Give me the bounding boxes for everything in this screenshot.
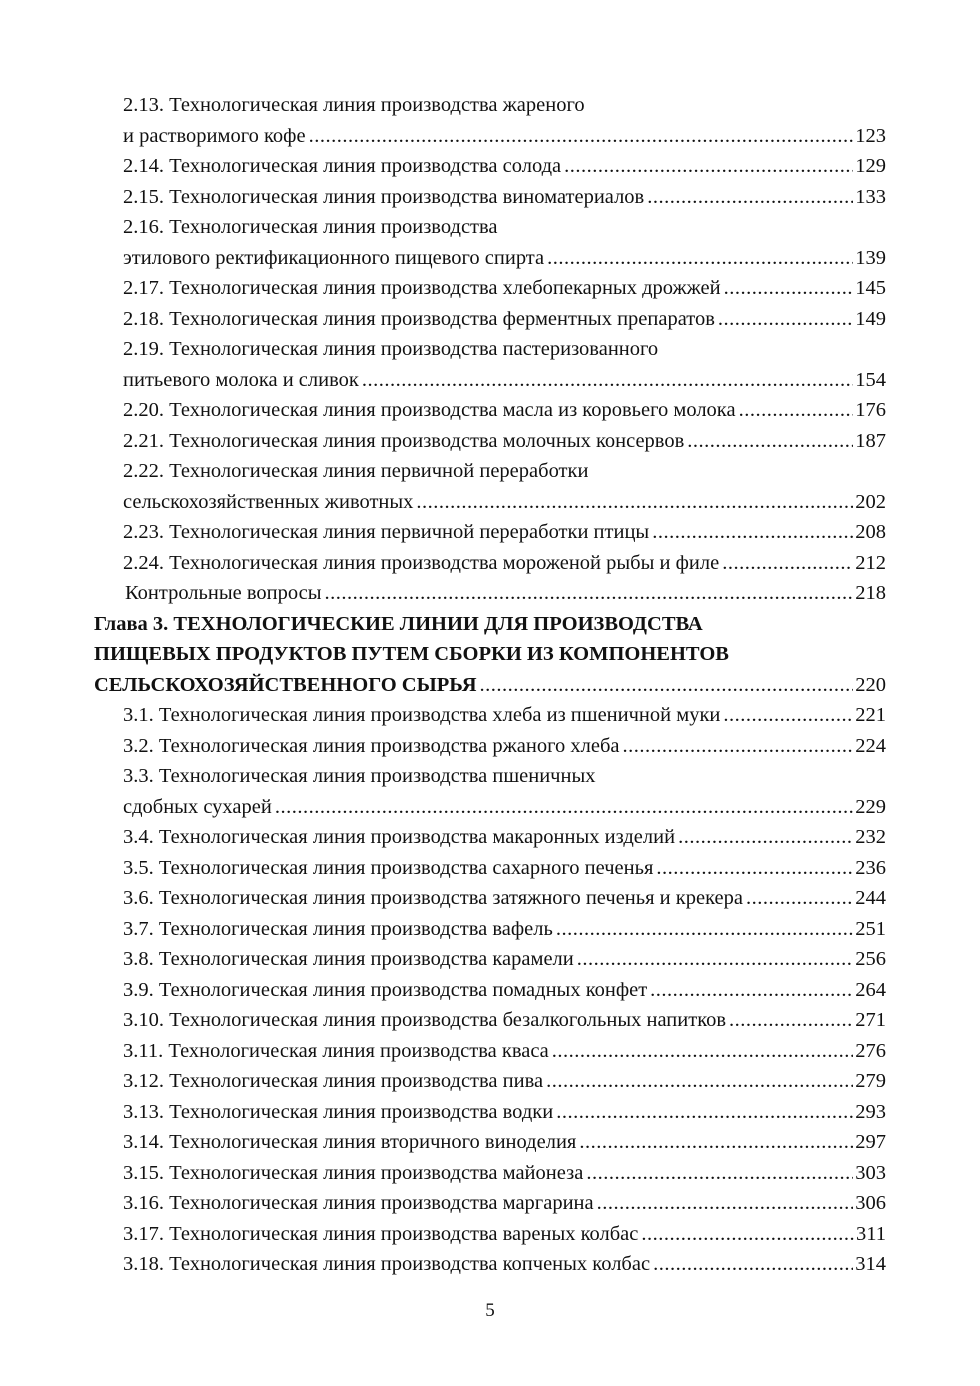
- dot-leader: [546, 1066, 853, 1097]
- toc-entry-title: Глава 3. ТЕХНОЛОГИЧЕСКИЕ ЛИНИИ ДЛЯ ПРОИЗВОДСТВА: [94, 612, 703, 635]
- page-number: 5: [485, 1300, 495, 1321]
- toc-entry-page: 236: [855, 856, 886, 879]
- toc-entry-page: 208: [855, 521, 886, 543]
- toc-entry: [94, 1005, 886, 1036]
- dot-leader: [647, 182, 853, 213]
- toc-entry: [94, 182, 886, 213]
- toc-entry: [94, 243, 886, 274]
- toc-entry-page: 251: [855, 917, 886, 940]
- toc-entry: [94, 1097, 886, 1128]
- dot-leader: [416, 487, 853, 518]
- toc-entry: [94, 212, 886, 243]
- toc-entry: [94, 395, 886, 426]
- toc-entry-title: 3.3. Технологическая линия производства пшеничных: [123, 765, 596, 787]
- toc-entry-title: 3.6. Технологическая линия производства затяжного печенья и крекера: [123, 887, 743, 909]
- toc-entry-page: 176: [855, 399, 886, 421]
- toc-entry-title: 3.14. Технологическая линия вторичного виноделия: [123, 1131, 577, 1153]
- toc-entry-page: 256: [855, 948, 886, 970]
- toc-entry-title: и растворимого кофе: [123, 124, 306, 147]
- dot-leader: [556, 1097, 853, 1128]
- dot-leader: [656, 853, 853, 884]
- toc-entry-title: сдобных сухарей: [123, 795, 272, 818]
- toc-entry-title: 2.14. Технологическая линия производства солода: [123, 155, 562, 177]
- toc-entry-title: 3.2. Технологическая линия производства ржаного хлеба: [123, 734, 620, 757]
- dot-leader: [722, 548, 853, 579]
- toc-entry-page: 293: [855, 1100, 886, 1123]
- toc-entry: [94, 914, 886, 945]
- toc-entry-page: 314: [855, 1253, 886, 1275]
- toc-entry-page: 297: [855, 1131, 886, 1153]
- toc-entry-title: 2.22. Технологическая линия первичной переработки: [123, 460, 589, 482]
- toc-entry-page: 303: [855, 1161, 886, 1184]
- toc-entry-title: 3.5. Технологическая линия производства сахарного печенья: [123, 856, 654, 879]
- toc-entry-title: 2.13. Технологическая линия производства жареного: [123, 94, 585, 116]
- dot-leader: [480, 670, 854, 701]
- toc-entry-page: 145: [855, 277, 886, 299]
- toc-entry: [94, 90, 886, 121]
- toc-entry-title: 3.18. Технологическая линия производства копченых колбас: [123, 1253, 651, 1275]
- chapter-heading-line: [94, 670, 886, 701]
- dot-leader: [650, 975, 853, 1006]
- toc-entry-page: 306: [855, 1192, 886, 1214]
- toc-entry-page: 224: [855, 734, 886, 757]
- toc-entry-page: 123: [855, 124, 886, 147]
- toc-entry: [94, 487, 886, 518]
- dot-leader: [746, 883, 853, 914]
- toc-entry-page: 202: [855, 490, 886, 513]
- dot-leader: [579, 1127, 853, 1158]
- toc-entry-title: 3.11. Технологическая линия производства кваса: [123, 1039, 549, 1062]
- toc-entry: [94, 700, 886, 731]
- toc-entry-title: 3.17. Технологическая линия производства вареных колбас: [123, 1222, 639, 1245]
- dot-leader: [687, 426, 853, 457]
- toc-entry-page: 264: [855, 978, 886, 1001]
- toc-entry-page: 271: [855, 1009, 886, 1031]
- dot-leader: [739, 395, 854, 426]
- chapter-heading-line: [94, 639, 886, 670]
- toc-entry-page: 149: [855, 307, 886, 330]
- toc-entry-title: питьевого молока и сливок: [123, 368, 359, 391]
- toc-entry-title: ПИЩЕВЫХ ПРОДУКТОВ ПУТЕМ СБОРКИ ИЗ КОМПОНЕНТОВ: [94, 643, 729, 665]
- dot-leader: [586, 1158, 853, 1189]
- dot-leader: [729, 1005, 853, 1036]
- toc-entry-page: 212: [855, 551, 886, 574]
- toc-entry: [94, 273, 886, 304]
- toc-entry: [94, 761, 886, 792]
- dot-leader: [718, 304, 853, 335]
- dot-leader: [547, 243, 853, 274]
- dot-leader: [556, 914, 853, 945]
- toc-entry: [94, 151, 886, 182]
- toc-entry: [94, 1066, 886, 1097]
- toc-entry-page: 133: [855, 185, 886, 208]
- toc-entry-title: 3.15. Технологическая линия производства майонеза: [123, 1161, 584, 1184]
- toc-entry-title: 3.9. Технологическая линия производства помадных конфет: [123, 978, 648, 1001]
- toc-entry-page: 154: [855, 368, 886, 391]
- toc-entry-title: 3.16. Технологическая линия производства маргарина: [123, 1192, 594, 1214]
- toc-entry-page: 276: [855, 1039, 886, 1062]
- toc-entry-page: 311: [856, 1222, 886, 1245]
- dot-leader: [275, 792, 853, 823]
- dot-leader: [552, 1036, 853, 1067]
- dot-leader: [652, 517, 853, 548]
- toc-entry-title: 2.18. Технологическая линия производства ферментных препаратов: [123, 307, 715, 330]
- toc-entry-title: 2.17. Технологическая линия производства хлебопекарных дрожжей: [123, 277, 721, 299]
- toc-entry: [94, 883, 886, 914]
- toc-entry: [94, 944, 886, 975]
- toc-entry: [94, 426, 886, 457]
- toc-entry: [94, 1158, 886, 1189]
- toc-entry: [94, 975, 886, 1006]
- dot-leader: [564, 151, 853, 182]
- table-of-contents: [94, 90, 886, 1280]
- toc-entry-title: 2.23. Технологическая линия первичной переработки птицы: [123, 521, 650, 543]
- toc-entry: [94, 456, 886, 487]
- toc-entry-title: 3.13. Технологическая линия производства водки: [123, 1100, 554, 1123]
- toc-entry-title: 2.21. Технологическая линия производства молочных консервов: [123, 429, 685, 452]
- dot-leader: [577, 944, 854, 975]
- toc-entry-title: 3.1. Технологическая линия производства хлеба из пшеничной муки: [123, 704, 721, 726]
- toc-entry: [94, 731, 886, 762]
- toc-entry-page: 244: [855, 887, 886, 909]
- dot-leader: [641, 1219, 854, 1250]
- toc-entry-title: Контрольные вопросы: [125, 582, 322, 604]
- toc-entry-title: 3.7. Технологическая линия производства вафель: [123, 917, 553, 940]
- toc-entry-title: сельскохозяйственных животных: [123, 490, 414, 513]
- toc-entry-page: 129: [855, 155, 886, 177]
- dot-leader: [723, 700, 853, 731]
- dot-leader: [724, 273, 854, 304]
- dot-leader: [623, 731, 854, 762]
- toc-entry: [94, 1036, 886, 1067]
- toc-entry-title: 3.4. Технологическая линия производства макаронных изделий: [123, 826, 676, 848]
- toc-entry-page: 187: [855, 429, 886, 452]
- toc-entry-title: СЕЛЬСКОХОЗЯЙСТВЕННОГО СЫРЬЯ: [94, 673, 477, 696]
- toc-entry: [94, 548, 886, 579]
- toc-entry: [94, 822, 886, 853]
- toc-entry-page: 232: [855, 826, 886, 848]
- dot-leader: [597, 1188, 854, 1219]
- toc-entry-title: 2.20. Технологическая линия производства масла из коровьего молока: [123, 399, 736, 421]
- toc-entry-title: 3.8. Технологическая линия производства карамели: [123, 948, 574, 970]
- toc-entry-title: 3.10. Технологическая линия производства безалкогольных напитков: [123, 1009, 727, 1031]
- toc-entry-questions: [94, 578, 886, 609]
- toc-entry: [94, 365, 886, 396]
- dot-leader: [309, 121, 854, 152]
- toc-entry: [94, 1188, 886, 1219]
- toc-entry-title: 2.16. Технологическая линия производства: [123, 216, 498, 238]
- toc-entry: [94, 1249, 886, 1280]
- toc-entry-title: этилового ректификационного пищевого спирта: [123, 246, 545, 269]
- toc-entry-page: 221: [855, 704, 886, 726]
- toc-entry: [94, 792, 886, 823]
- toc-entry-page: 139: [855, 246, 886, 269]
- chapter-heading-line: [94, 609, 886, 640]
- toc-entry: [94, 1127, 886, 1158]
- toc-entry-title: 2.19. Технологическая линия производства пастеризованного: [123, 338, 659, 360]
- toc-entry: [94, 121, 886, 152]
- toc-entry-page: 218: [855, 582, 886, 604]
- toc-entry: [94, 304, 886, 335]
- toc-entry: [94, 1219, 886, 1250]
- dot-leader: [362, 365, 853, 396]
- toc-entry-title: 2.24. Технологическая линия производства мороженой рыбы и филе: [123, 551, 720, 574]
- toc-entry: [94, 853, 886, 884]
- dot-leader: [678, 822, 853, 853]
- toc-entry-page: 220: [855, 673, 886, 696]
- toc-entry-title: 3.12. Технологическая линия производства пива: [123, 1070, 544, 1092]
- toc-entry-page: 229: [855, 795, 886, 818]
- toc-entry-page: 279: [855, 1070, 886, 1092]
- toc-entry: [94, 334, 886, 365]
- toc-entry: [94, 517, 886, 548]
- dot-leader: [653, 1249, 853, 1280]
- toc-entry-title: 2.15. Технологическая линия производства виноматериалов: [123, 185, 645, 208]
- dot-leader: [325, 578, 854, 609]
